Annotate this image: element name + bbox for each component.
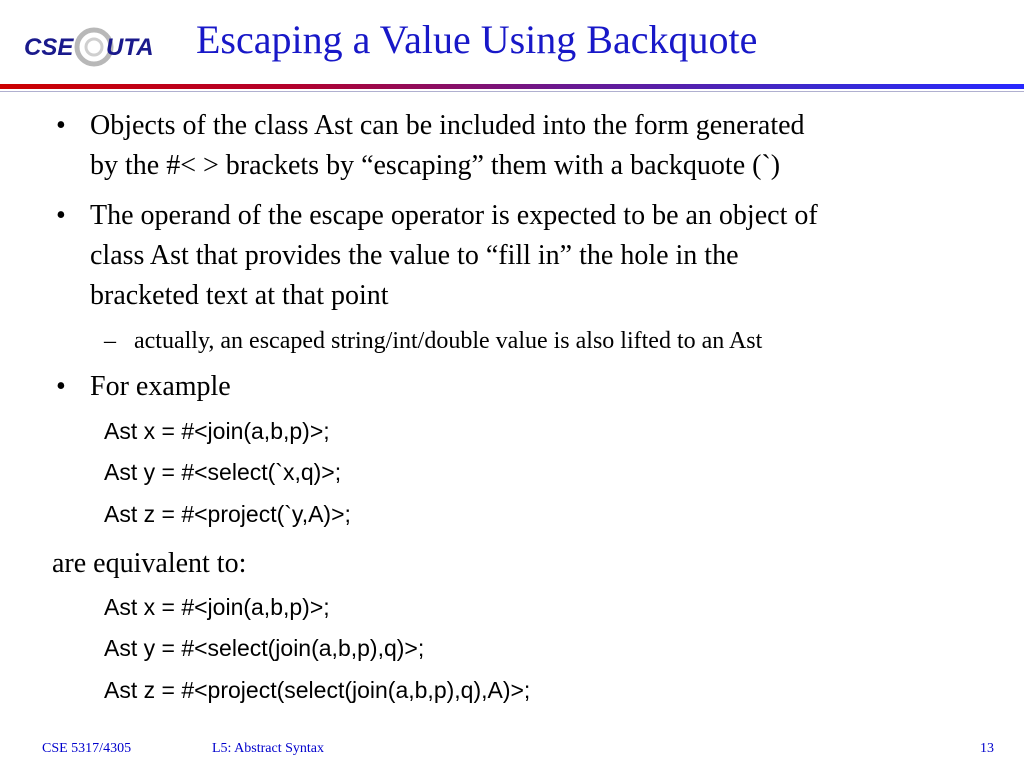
cse-uta-logo	[22, 22, 162, 70]
bullet-2-line-3: bracketed text at that point	[90, 280, 389, 311]
code-line: Ast x = #<join(a,b,p)>;	[104, 418, 330, 444]
equivalent-label: are equivalent to:	[52, 548, 247, 579]
footer-course: CSE 5317/4305	[42, 741, 132, 756]
bullet-marker: •	[56, 371, 66, 402]
code-line: Ast y = #<select(join(a,b,p),q)>;	[104, 635, 425, 661]
code-line: Ast z = #<project(`y,A)>;	[104, 501, 351, 527]
bullet-1-line-1: Objects of the class Ast can be included into the form generated	[90, 110, 805, 141]
title-divider	[0, 84, 1024, 89]
bullet-marker: •	[56, 200, 66, 231]
footer-lecture: L5: Abstract Syntax	[212, 741, 324, 756]
code-line: Ast x = #<join(a,b,p)>;	[104, 594, 330, 620]
sub-bullet-text: actually, an escaped string/int/double value is also lifted to an Ast	[134, 328, 763, 354]
bullet-2-line-2: class Ast that provides the value to “fill in” the hole in the	[90, 240, 739, 271]
sub-bullet-marker: –	[104, 328, 116, 354]
logo-text-uta: UTA	[106, 34, 154, 61]
bullet-marker: •	[56, 110, 66, 141]
title-divider-shadow	[0, 91, 1024, 92]
footer-page-number: 13	[980, 741, 994, 756]
logo-text-cse: CSE	[24, 34, 74, 61]
slide-title: Escaping a Value Using Backquote	[196, 17, 758, 62]
code-line: Ast z = #<project(select(join(a,b,p),q),A)>;	[104, 677, 531, 703]
bullet-2-line-1: The operand of the escape operator is expected to be an object of	[90, 200, 818, 231]
code-line: Ast y = #<select(`x,q)>;	[104, 459, 342, 485]
bullet-3-line-1: For example	[90, 371, 231, 402]
bullet-1-line-2: by the #< > brackets by “escaping” them with a backquote (`)	[90, 150, 781, 181]
